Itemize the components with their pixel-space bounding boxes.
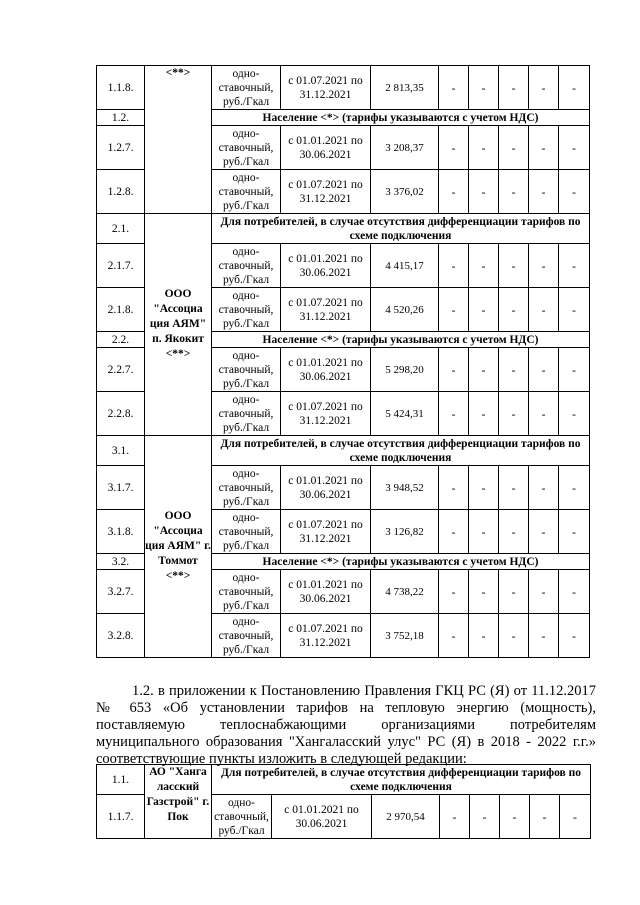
period: с 01.01.2021 по 30.06.2021 <box>281 244 371 288</box>
group-header: Население <*> (тарифы указываются с учетом НДС) <box>212 332 590 348</box>
tariff-table <box>96 65 590 658</box>
row-number: 1.1.8. <box>97 66 145 110</box>
empty-cell: - <box>499 66 529 110</box>
organization-cell: АО "Ханга ласский Газстрой" г. Пок <box>145 765 212 839</box>
empty-cell: - <box>439 170 469 214</box>
empty-cell: - <box>469 244 499 288</box>
empty-cell: - <box>439 614 469 658</box>
row-number: 1.1.7. <box>97 795 145 839</box>
empty-cell: - <box>559 126 590 170</box>
row-number: 1.2. <box>97 110 145 126</box>
empty-cell: - <box>529 288 559 332</box>
rate-type: одно-ставочный, руб./Гкал <box>212 510 281 554</box>
row-number: 3.1.7. <box>97 466 145 510</box>
empty-cell: - <box>469 126 499 170</box>
row-number: 3.1.8. <box>97 510 145 554</box>
group-header: Для потребителей, в случае отсутствия дифференциации тарифов по схеме подключения <box>212 436 590 466</box>
row-number: 1.2.8. <box>97 170 145 214</box>
empty-cell: - <box>499 510 529 554</box>
organization-cell: ООО "Ассоциа ция АЯМ" г. Томмот <**> <box>145 436 212 658</box>
empty-cell: - <box>469 570 499 614</box>
rate-type: одно-ставочный, руб./Гкал <box>212 126 281 170</box>
group-header: Для потребителей, в случае отсутствия дифференциации тарифов по схеме подключения <box>212 214 590 244</box>
row-number: 3.1. <box>97 436 145 466</box>
empty-cell: - <box>529 170 559 214</box>
group-header: Население <*> (тарифы указываются с учетом НДС) <box>212 110 590 126</box>
empty-cell: - <box>469 614 499 658</box>
table-row <box>97 214 590 244</box>
empty-cell: - <box>439 570 469 614</box>
empty-cell: - <box>560 795 591 839</box>
empty-cell: - <box>499 348 529 392</box>
tariff-value: 4 415,17 <box>371 244 439 288</box>
empty-cell: - <box>469 466 499 510</box>
empty-cell: - <box>469 170 499 214</box>
empty-cell: - <box>529 244 559 288</box>
empty-cell: - <box>559 170 590 214</box>
tariff-value: 4 520,26 <box>371 288 439 332</box>
period: с 01.07.2021 по 31.12.2021 <box>281 288 371 332</box>
empty-cell: - <box>469 288 499 332</box>
period: с 01.07.2021 по 31.12.2021 <box>281 392 371 436</box>
empty-cell: - <box>439 466 469 510</box>
empty-cell: - <box>499 170 529 214</box>
empty-cell: - <box>559 66 590 110</box>
tariff-value: 3 126,82 <box>371 510 439 554</box>
empty-cell: - <box>559 348 590 392</box>
period: с 01.07.2021 по 31.12.2021 <box>281 614 371 658</box>
tariff-value: 2 813,35 <box>371 66 439 110</box>
rate-type: одно-ставочный, руб./Гкал <box>212 170 281 214</box>
empty-cell: - <box>499 614 529 658</box>
row-number: 3.2.7. <box>97 570 145 614</box>
tariff-value: 3 376,02 <box>371 170 439 214</box>
empty-cell: - <box>499 570 529 614</box>
empty-cell: - <box>529 510 559 554</box>
empty-cell: - <box>559 466 590 510</box>
row-number: 2.1. <box>97 214 145 244</box>
empty-cell: - <box>559 510 590 554</box>
empty-cell: - <box>529 614 559 658</box>
row-number: 3.2.8. <box>97 614 145 658</box>
rate-type: одно-ставочный, руб./Гкал <box>212 614 281 658</box>
tariff-value: 4 738,22 <box>371 570 439 614</box>
empty-cell: - <box>499 126 529 170</box>
empty-cell: - <box>439 66 469 110</box>
tariff-value: 3 208,37 <box>371 126 439 170</box>
row-number: 2.2. <box>97 332 145 348</box>
empty-cell: - <box>529 126 559 170</box>
tariff-table-bottom <box>96 764 591 839</box>
amendment-paragraph: 1.2. в приложении к Постановлению Правления ГКЦ РС (Я) от 11.12.2017 № 653 «Об установлении тарифов на тепловую энергию (мощность), поставляемую теплоснабжающими организациями потребителям муниципального образования "Хангаласский улус" РС (Я) в 2018 - 2022 г.г.» соответствующие пункты изложить в следующей редакции: <box>96 683 596 767</box>
group-header: Для потребителей, в случае отсутствия дифференциации тарифов по схеме подключения <box>212 765 591 795</box>
empty-cell: - <box>529 466 559 510</box>
empty-cell: - <box>529 66 559 110</box>
empty-cell: - <box>559 570 590 614</box>
rate-type: одно-ставочный, руб./Гкал <box>212 392 281 436</box>
empty-cell: - <box>439 126 469 170</box>
empty-cell: - <box>559 288 590 332</box>
tariff-value: 2 970,54 <box>372 795 440 839</box>
tariff-value: 5 424,31 <box>371 392 439 436</box>
period: с 01.01.2021 по 30.06.2021 <box>281 126 371 170</box>
period: с 01.07.2021 по 31.12.2021 <box>281 170 371 214</box>
empty-cell: - <box>499 466 529 510</box>
empty-cell: - <box>529 570 559 614</box>
row-number: 2.2.7. <box>97 348 145 392</box>
empty-cell: - <box>499 244 529 288</box>
empty-cell: - <box>500 795 530 839</box>
period: с 01.01.2021 по 30.06.2021 <box>281 348 371 392</box>
empty-cell: - <box>559 614 590 658</box>
rate-type: одно-ставочный, руб./Гкал <box>212 348 281 392</box>
period: с 01.01.2021 по 30.06.2021 <box>281 466 371 510</box>
table-row <box>97 66 590 110</box>
rate-type: одно-ставочный, руб./Гкал <box>212 66 281 110</box>
row-number: 2.1.7. <box>97 244 145 288</box>
row-number: 1.1. <box>97 765 145 795</box>
row-number: 2.1.8. <box>97 288 145 332</box>
empty-cell: - <box>499 288 529 332</box>
period: с 01.01.2021 по 30.06.2021 <box>281 570 371 614</box>
empty-cell: - <box>529 348 559 392</box>
empty-cell: - <box>529 392 559 436</box>
group-header: Население <*> (тарифы указываются с учетом НДС) <box>212 554 590 570</box>
row-number: 2.2.8. <box>97 392 145 436</box>
empty-cell: - <box>439 510 469 554</box>
tariff-value: 3 752,18 <box>371 614 439 658</box>
empty-cell: - <box>499 392 529 436</box>
rate-type: одно-ставочный, руб./Гкал <box>212 466 281 510</box>
empty-cell: - <box>559 244 590 288</box>
row-number: 1.2.7. <box>97 126 145 170</box>
rate-type: одно-ставочный, руб./Гкал <box>212 570 281 614</box>
empty-cell: - <box>440 795 470 839</box>
rate-type: одно-ставочный, руб./Гкал <box>212 795 272 839</box>
table-row <box>97 436 590 466</box>
empty-cell: - <box>439 392 469 436</box>
organization-cell: ООО "Ассоциа ция АЯМ" п. Якокит <**> <box>145 214 212 436</box>
empty-cell: - <box>470 795 500 839</box>
tariff-value: 5 298,20 <box>371 348 439 392</box>
empty-cell: - <box>469 392 499 436</box>
rate-type: одно-ставочный, руб./Гкал <box>212 288 281 332</box>
period: с 01.01.2021 по 30.06.2021 <box>272 795 372 839</box>
rate-type: одно-ставочный, руб./Гкал <box>212 244 281 288</box>
empty-cell: - <box>469 510 499 554</box>
empty-cell: - <box>439 288 469 332</box>
empty-cell: - <box>439 244 469 288</box>
organization-cell: <**> <box>145 66 212 214</box>
period: с 01.07.2021 по 31.12.2021 <box>281 66 371 110</box>
empty-cell: - <box>559 392 590 436</box>
empty-cell: - <box>530 795 560 839</box>
row-number: 3.2. <box>97 554 145 570</box>
tariff-value: 3 948,52 <box>371 466 439 510</box>
empty-cell: - <box>439 348 469 392</box>
empty-cell: - <box>469 348 499 392</box>
period: с 01.07.2021 по 31.12.2021 <box>281 510 371 554</box>
empty-cell: - <box>469 66 499 110</box>
